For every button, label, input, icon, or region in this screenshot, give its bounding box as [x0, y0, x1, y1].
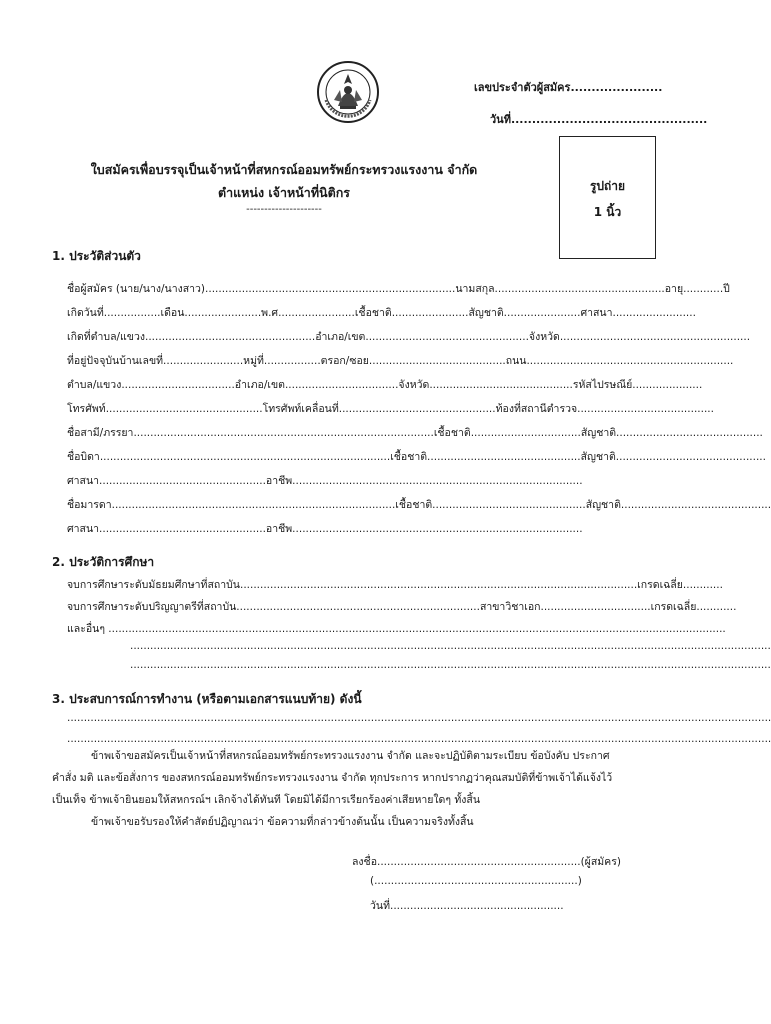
form-row-other-education-3[interactable]: ................................................................................................................................................................................................ — [130, 659, 771, 671]
signature-field[interactable]: ลงชื่อ.............................................................(ผู้สมัคร) — [352, 856, 621, 868]
section-experience-heading: 3. ประสบการณ์การทำงาน (หรือตามเอกสารแนบท้าย) ดังนี้ — [52, 692, 362, 706]
photo-size-label: 1 นิ้ว — [593, 205, 622, 219]
section-personal-heading: 1. ประวัติส่วนตัว — [52, 249, 141, 263]
form-row-experience-1[interactable]: ................................................................................................................................................................................................................... — [67, 712, 771, 724]
declaration-line-2: คำสั่ง มติ และข้อสั่งการ ของสหกรณ์ออมทรัพย์กระทรวงแรงงาน จำกัด ทุกประการ หากปรากฏว่าคุณสมบัติที่ข้าพเจ้าได้แจ้งไว้ — [52, 772, 613, 784]
form-row-secondary-school[interactable]: จบการศึกษาระดับมัธยมศึกษาที่สถาบัน.......................................................................................................................เกรดเฉลี่ย............ — [67, 579, 723, 591]
form-row-mother[interactable]: ชื่อมารดา.....................................................................................เชื้อชาติ..............................................สัญชาติ............................................. — [67, 499, 771, 511]
form-row-experience-2[interactable]: ................................................................................................................................................................................................................... — [67, 733, 771, 745]
application-date-field[interactable]: วันที่............................................... — [490, 113, 708, 126]
form-row-birthplace[interactable]: เกิดที่ตำบล/แขวง...................................................อำเภอ/เขต.................................................จังหวัด......................................................... — [67, 331, 751, 343]
certification-statement: ข้าพเจ้าขอรับรองให้คำสัตย์ปฏิญาณว่า ข้อความที่กล่าวข้างต้นนั้น เป็นความจริงทั้งสิ้น — [91, 816, 474, 828]
form-row-other-education[interactable]: และอื่นๆ ......................................................................................................................................................................................... — [67, 623, 726, 635]
title-divider: --------------------- — [246, 204, 322, 215]
form-row-other-education-2[interactable]: ................................................................................................................................................................................................ — [130, 640, 771, 652]
applicant-number-field[interactable]: เลขประจำตัวผู้สมัคร...................... — [474, 81, 663, 94]
form-row-bachelor[interactable]: จบการศึกษาระดับปริญญาตรีที่สถาบัน.........................................................................สาขาวิชาเอก.................................เกรดเฉลี่ย............ — [67, 601, 737, 613]
form-row-mother-religion[interactable]: ศาสนา..................................................อาชีพ....................................................................................... — [67, 523, 583, 535]
form-row-district[interactable]: ตำบล/แขวง..................................อำเภอ/เขต..................................จังหวัด...........................................รหัสไปรษณีย์..................... — [67, 379, 703, 391]
signature-date-field[interactable]: วันที่.................................................... — [370, 900, 564, 912]
photo-label: รูปถ่าย — [589, 179, 626, 193]
form-row-phone[interactable]: โทรศัพท์...............................................โทรศัพท์เคลื่อนที่...............................................ท้องที่สถานีตำรวจ......................................... — [67, 403, 714, 415]
form-row-birth[interactable]: เกิดวันที่.................เดือน.......................พ.ศ.......................เชื้อชาติ.......................สัญชาติ.......................ศาสนา......................... — [67, 307, 696, 319]
section-education-heading: 2. ประวัติการศึกษา — [52, 555, 155, 569]
photo-box — [559, 136, 656, 259]
form-row-spouse[interactable]: ชื่อสามี/ภรรยา..........................................................................................เชื้อชาติ.................................สัญชาติ............................................ — [67, 427, 763, 439]
cooperative-seal-logo — [316, 60, 380, 124]
form-row-address[interactable]: ที่อยู่ปัจจุบันบ้านเลขที่........................หมู่ที่.................ตรอก/ซอย.........................................ถนน.............................................................. — [67, 355, 734, 367]
declaration-line-3: เป็นเท็จ ข้าพเจ้ายินยอมให้สหกรณ์ฯ เลิกจ้างได้ทันที โดยมิได้มีการเรียกร้องค่าเสียหายใดๆ ทั้งสิ้น — [52, 794, 480, 806]
declaration-line-1: ข้าพเจ้าขอสมัครเป็นเจ้าหน้าที่สหกรณ์ออมทรัพย์กระทรวงแรงงาน จำกัด และจะปฏิบัติตามระเบียบ ข้อบังคับ ประกาศ — [91, 750, 610, 762]
form-row-father[interactable]: ชื่อบิดา.......................................................................................เชื้อชาติ..............................................สัญชาติ............................................. — [67, 451, 766, 463]
position-title: ตำแหน่ง เจ้าหน้าที่นิติกร — [217, 185, 351, 200]
form-row-father-religion[interactable]: ศาสนา..................................................อาชีพ....................................................................................... — [67, 475, 583, 487]
printed-name-field[interactable]: (.............................................................) — [370, 875, 582, 887]
form-row-name[interactable]: ชื่อผู้สมัคร (นาย/นาง/นางสาว)...........................................................................นามสกุล...................................................อายุ............ปี — [67, 283, 730, 295]
form-title: ใบสมัครเพื่อบรรจุเป็นเจ้าหน้าที่สหกรณ์ออมทรัพย์กระทรวงแรงงาน จำกัด — [90, 162, 478, 177]
